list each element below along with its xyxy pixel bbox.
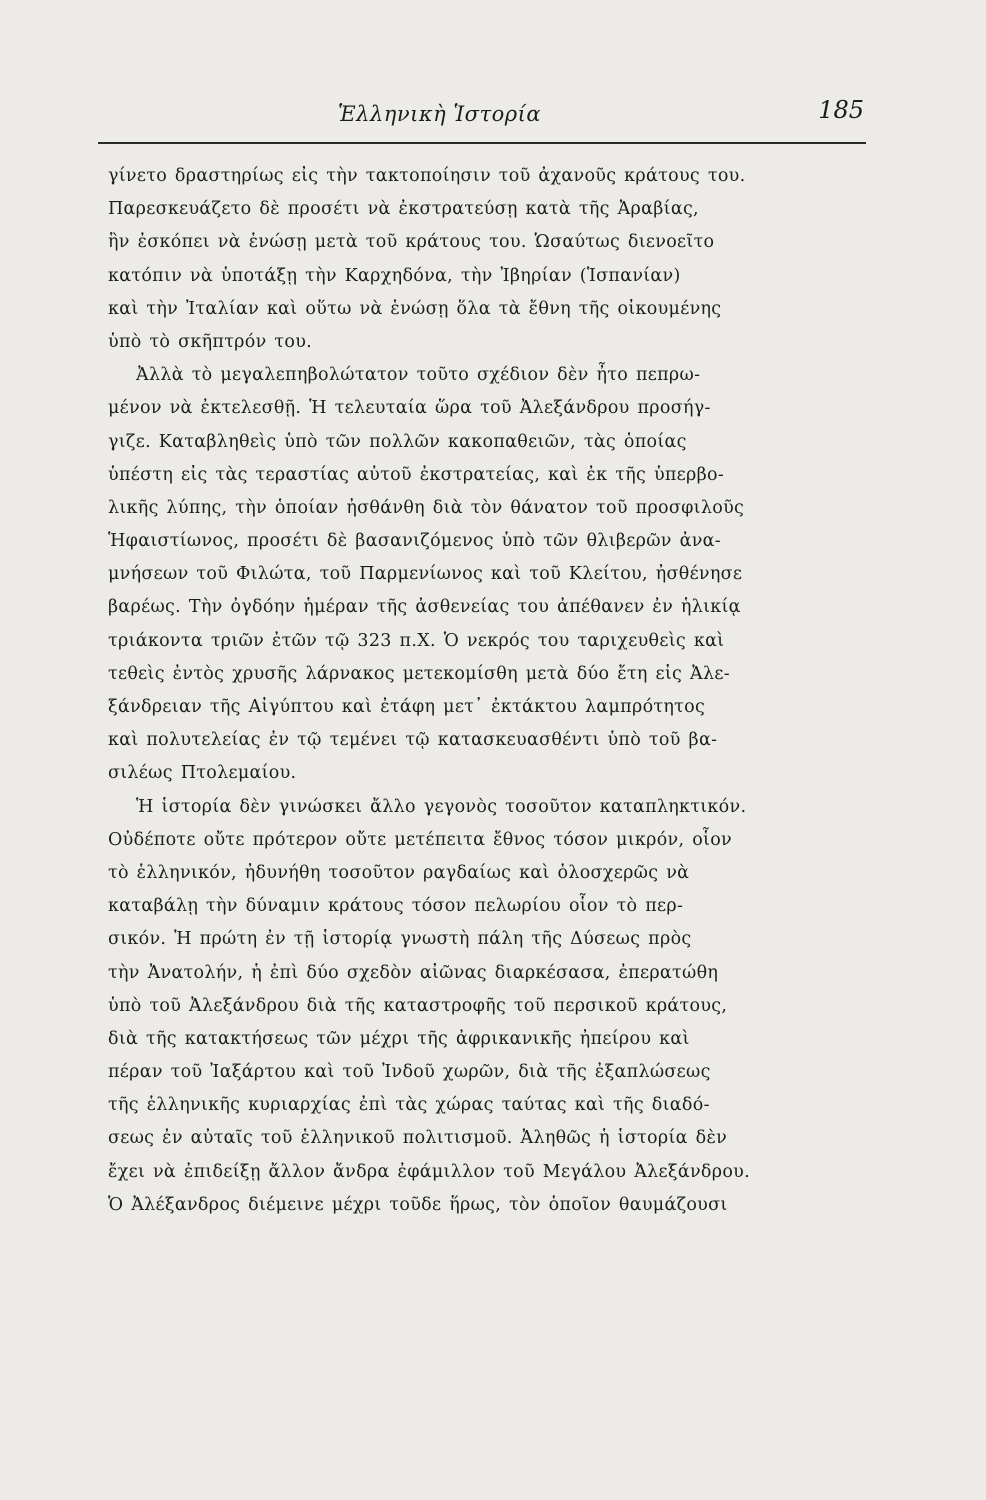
text-line: διὰ τῆς κατακτήσεως τῶν μέχρι τῆς ἀφρικανικῆς ἠπείρου καὶ [108, 1028, 690, 1049]
text-line: καὶ πολυτελείας ἐν τῷ τεμένει τῷ κατασκευασθέντι ὑπὸ τοῦ βα- [108, 730, 718, 751]
text-line: μένον νὰ ἐκτελεσθῇ. Ἡ τελευταία ὥρα τοῦ Ἀλεξάνδρου προσήγ- [108, 398, 711, 419]
text-line: καταβάλῃ τὴν δύναμιν κράτους τόσον πελωρίου οἷον τὸ περ- [108, 896, 684, 917]
page-header [98, 96, 870, 146]
text-line: Οὐδέποτε οὔτε πρότερον οὔτε μετέπειτα ἔθνος τόσον μικρόν, οἷον [108, 829, 732, 850]
text-line: Ἡφαιστίωνος, προσέτι δὲ βασανιζόμενος ὑπὸ τῶν θλιβερῶν ἀνα- [108, 531, 721, 552]
paragraph-3 [108, 791, 888, 1222]
text-line: σιλέως Πτολεμαίου. [108, 763, 297, 784]
text-line: τεθεὶς ἐντὸς χρυσῆς λάρνακος μετεκομίσθη μετὰ δύο ἔτη εἰς Ἀλε- [108, 663, 730, 684]
running-title: Ἑλληνικὴ Ἱστορία [338, 102, 542, 126]
text-line: ἔχει νὰ ἐπιδείξῃ ἄλλον ἄνδρα ἐφάμιλλον τοῦ Μεγάλου Ἀλεξάνδρου. [108, 1161, 750, 1182]
text-line: ἣν ἐσκόπει νὰ ἑνώσῃ μετὰ τοῦ κράτους του. Ὡσαύτως διενοεῖτο [108, 232, 715, 253]
text-line: μνήσεων τοῦ Φιλώτα, τοῦ Παρμενίωνος καὶ τοῦ Κλείτου, ἠσθένησε [108, 564, 743, 585]
text-line: ξάνδρειαν τῆς Αἰγύπτου καὶ ἐτάφη μετ᾽ ἐκτάκτου λαμπρότητος [108, 697, 706, 717]
text-line: πέραν τοῦ Ἰαξάρτου καὶ τοῦ Ἰνδοῦ χωρῶν, διὰ τῆς ἐξαπλώσεως [108, 1062, 711, 1083]
text-line: σικόν. Ἡ πρώτη ἐν τῇ ἱστορίᾳ γνωστὴ πάλη τῆς Δύσεως πρὸς [108, 929, 692, 950]
text-line: γίνετο δραστηρίως εἰς τὴν τακτοποίησιν τοῦ ἀχανοῦς κράτους του. [108, 166, 746, 186]
body-text [108, 160, 888, 1222]
text-line: τὸ ἑλληνικόν, ἠδυνήθη τοσοῦτον ραγδαίως καὶ ὁλοσχερῶς νὰ [108, 862, 690, 883]
text-line: ὑπὸ τὸ σκῆπτρόν του. [108, 331, 313, 352]
text-line: ὑπέστη εἰς τὰς τεραστίας αὐτοῦ ἐκστρατείας, καὶ ἐκ τῆς ὑπερβο- [108, 464, 725, 485]
text-line: βαρέως. Τὴν ὀγδόην ἡμέραν τῆς ἀσθενείας του ἀπέθανεν ἐν ἡλικίᾳ [108, 597, 741, 618]
paragraph-2 [108, 359, 888, 790]
paragraph-1 [108, 160, 888, 359]
text-line: Παρεσκευάζετο δὲ προσέτι νὰ ἐκστρατεύσῃ κατὰ τῆς Ἀραβίας, [108, 199, 699, 220]
text-line: κατόπιν νὰ ὑποτάξῃ τὴν Καρχηδόνα, τὴν Ἰβηρίαν (Ἱσπανίαν) [108, 265, 681, 286]
text-line: λικῆς λύπης, τὴν ὁποίαν ἠσθάνθη διὰ τὸν θάνατον τοῦ προσφιλοῦς [108, 497, 745, 518]
text-line: τριάκοντα τριῶν ἐτῶν τῷ 323 π.Χ. Ὁ νεκρός του ταριχευθεὶς καὶ [108, 630, 725, 651]
text-line: Ἀλλὰ τὸ μεγαλεπηβολώτατον τοῦτο σχέδιον δὲν ἦτο πεπρω- [136, 365, 701, 386]
page-number: 185 [818, 96, 864, 124]
text-line: σεως ἐν αὐταῖς τοῦ ἑλληνικοῦ πολιτισμοῦ. Ἀληθῶς ἡ ἱστορία δὲν [108, 1128, 728, 1149]
text-line: καὶ τὴν Ἰταλίαν καὶ οὕτω νὰ ἑνώσῃ ὅλα τὰ ἔθνη τῆς οἰκουμένης [108, 298, 722, 319]
text-line: Ὁ Ἀλέξανδρος διέμεινε μέχρι τοῦδε ἥρως, τὸν ὁποῖον θαυμάζουσι [108, 1194, 728, 1215]
text-line: γιζε. Καταβληθεὶς ὑπὸ τῶν πολλῶν κακοπαθειῶν, τὰς ὁποίας [108, 431, 687, 452]
text-line: τῆς ἑλληνικῆς κυριαρχίας ἐπὶ τὰς χώρας ταύτας καὶ τῆς διαδό- [108, 1095, 710, 1116]
header-rule [98, 142, 866, 144]
text-line: τὴν Ἀνατολήν, ἡ ἐπὶ δύο σχεδὸν αἰῶνας διαρκέσασα, ἐπερατώθη [108, 962, 719, 983]
text-line: Ἡ ἱστορία δὲν γινώσκει ἄλλο γεγονὸς τοσοῦτον καταπληκτικόν. [136, 796, 747, 817]
text-line: ὑπὸ τοῦ Ἀλεξάνδρου διὰ τῆς καταστροφῆς τοῦ περσικοῦ κράτους, [108, 995, 728, 1016]
